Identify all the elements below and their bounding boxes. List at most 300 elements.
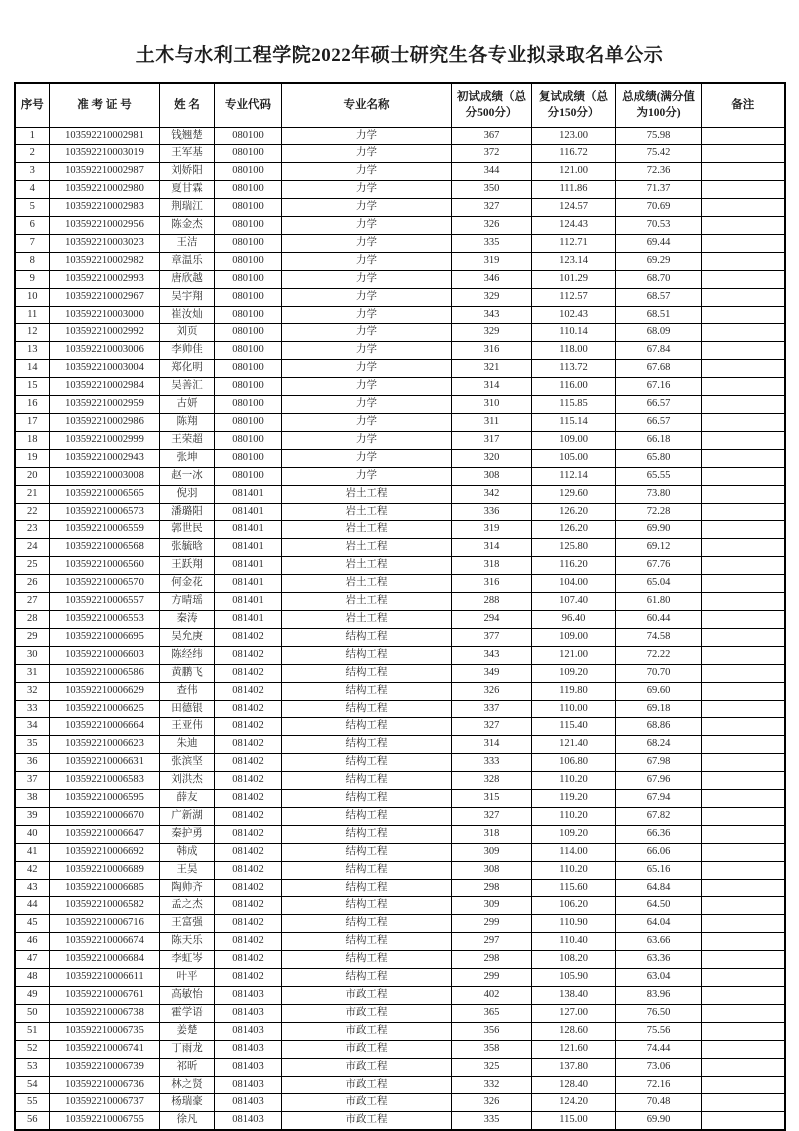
major-code-cell: 080100 (215, 145, 282, 163)
total-score-cell: 66.06 (616, 843, 702, 861)
serial-cell: 19 (15, 449, 50, 467)
major-name-cell: 岩土工程 (282, 593, 452, 611)
exam-id-cell: 103592210006647 (50, 825, 160, 843)
total-score-cell: 72.16 (616, 1076, 702, 1094)
name-cell: 杨瑞豪 (160, 1094, 215, 1112)
exam-id-cell: 103592210002983 (50, 199, 160, 217)
serial-cell: 32 (15, 682, 50, 700)
serial-cell: 49 (15, 987, 50, 1005)
retest-score-cell: 126.20 (532, 503, 616, 521)
table-row (15, 396, 785, 414)
major-name-cell: 岩土工程 (282, 610, 452, 628)
total-score-cell: 66.36 (616, 825, 702, 843)
total-score-cell: 63.36 (616, 951, 702, 969)
table-row (15, 969, 785, 987)
table-row (15, 127, 785, 145)
total-score-cell: 68.70 (616, 270, 702, 288)
exam-id-cell: 103592210006755 (50, 1112, 160, 1130)
name-cell: 古妍 (160, 396, 215, 414)
serial-cell: 28 (15, 610, 50, 628)
serial-cell: 13 (15, 342, 50, 360)
table-row (15, 252, 785, 270)
remark-cell (702, 378, 785, 396)
initial-score-cell: 309 (452, 897, 532, 915)
exam-id-cell: 103592210006692 (50, 843, 160, 861)
name-cell: 吴宇翔 (160, 288, 215, 306)
exam-id-cell: 103592210006664 (50, 718, 160, 736)
table-row (15, 342, 785, 360)
retest-score-cell: 138.40 (532, 987, 616, 1005)
table-row (15, 897, 785, 915)
name-cell: 陈经纬 (160, 646, 215, 664)
total-score-cell: 67.68 (616, 360, 702, 378)
major-code-cell: 080100 (215, 306, 282, 324)
exam-id-cell: 103592210006738 (50, 1004, 160, 1022)
total-score-cell: 75.42 (616, 145, 702, 163)
remark-cell (702, 414, 785, 432)
major-name-cell: 力学 (282, 306, 452, 324)
total-score-cell: 66.57 (616, 396, 702, 414)
total-score-cell: 73.06 (616, 1058, 702, 1076)
retest-score-cell: 110.20 (532, 772, 616, 790)
initial-score-cell: 327 (452, 807, 532, 825)
retest-score-cell: 110.90 (532, 915, 616, 933)
name-cell: 吴善汇 (160, 378, 215, 396)
retest-score-cell: 112.71 (532, 234, 616, 252)
initial-score-cell: 314 (452, 736, 532, 754)
exam-id-cell: 103592210006739 (50, 1058, 160, 1076)
table-row (15, 557, 785, 575)
initial-score-cell: 346 (452, 270, 532, 288)
serial-cell: 29 (15, 628, 50, 646)
major-code-cell: 080100 (215, 324, 282, 342)
initial-score-cell: 299 (452, 969, 532, 987)
admission-table (14, 82, 786, 1131)
serial-cell: 44 (15, 897, 50, 915)
name-cell: 方晴瑶 (160, 593, 215, 611)
serial-cell: 53 (15, 1058, 50, 1076)
serial-cell: 47 (15, 951, 50, 969)
name-cell: 陈金杰 (160, 217, 215, 235)
remark-cell (702, 807, 785, 825)
serial-cell: 5 (15, 199, 50, 217)
serial-cell: 12 (15, 324, 50, 342)
initial-score-cell: 319 (452, 252, 532, 270)
total-score-cell: 68.09 (616, 324, 702, 342)
exam-id-cell: 103592210006570 (50, 575, 160, 593)
major-name-cell: 市政工程 (282, 1022, 452, 1040)
table-row (15, 987, 785, 1005)
name-cell: 崔汝灿 (160, 306, 215, 324)
initial-score-cell: 308 (452, 861, 532, 879)
initial-score-cell: 294 (452, 610, 532, 628)
retest-score-cell: 118.00 (532, 342, 616, 360)
table-row (15, 682, 785, 700)
total-score-cell: 70.69 (616, 199, 702, 217)
retest-score-cell: 115.60 (532, 879, 616, 897)
serial-cell: 41 (15, 843, 50, 861)
exam-id-cell: 103592210006611 (50, 969, 160, 987)
initial-score-cell: 314 (452, 378, 532, 396)
retest-score-cell: 109.00 (532, 628, 616, 646)
exam-id-cell: 103592210006631 (50, 754, 160, 772)
serial-cell: 43 (15, 879, 50, 897)
exam-id-cell: 103592210006586 (50, 664, 160, 682)
total-score-cell: 73.80 (616, 485, 702, 503)
total-score-cell: 67.94 (616, 790, 702, 808)
major-code-cell: 081402 (215, 843, 282, 861)
table-row (15, 234, 785, 252)
initial-score-cell: 315 (452, 790, 532, 808)
remark-cell (702, 951, 785, 969)
major-code-cell: 081402 (215, 807, 282, 825)
table-row (15, 879, 785, 897)
name-cell: 刘洪杰 (160, 772, 215, 790)
total-score-cell: 68.24 (616, 736, 702, 754)
name-cell: 倪羽 (160, 485, 215, 503)
remark-cell (702, 145, 785, 163)
major-code-cell: 081402 (215, 736, 282, 754)
retest-score-cell: 107.40 (532, 593, 616, 611)
table-row (15, 378, 785, 396)
major-name-cell: 结构工程 (282, 790, 452, 808)
exam-id-cell: 103592210003019 (50, 145, 160, 163)
remark-cell (702, 252, 785, 270)
serial-cell: 24 (15, 539, 50, 557)
total-score-cell: 67.84 (616, 342, 702, 360)
major-code-cell: 080100 (215, 431, 282, 449)
total-score-cell: 67.82 (616, 807, 702, 825)
retest-score-cell: 111.86 (532, 181, 616, 199)
remark-cell (702, 360, 785, 378)
major-code-cell: 081403 (215, 987, 282, 1005)
column-header: 专业代码 (215, 83, 282, 127)
major-code-cell: 080100 (215, 342, 282, 360)
remark-cell (702, 503, 785, 521)
total-score-cell: 65.80 (616, 449, 702, 467)
name-cell: 广新湖 (160, 807, 215, 825)
major-name-cell: 结构工程 (282, 825, 452, 843)
exam-id-cell: 103592210006629 (50, 682, 160, 700)
name-cell: 黄鹏飞 (160, 664, 215, 682)
major-code-cell: 081403 (215, 1040, 282, 1058)
table-row (15, 485, 785, 503)
remark-cell (702, 199, 785, 217)
name-cell: 王洁 (160, 234, 215, 252)
exam-id-cell: 103592210006582 (50, 897, 160, 915)
name-cell: 何金花 (160, 575, 215, 593)
initial-score-cell: 335 (452, 234, 532, 252)
retest-score-cell: 123.00 (532, 127, 616, 145)
retest-score-cell: 121.00 (532, 163, 616, 181)
exam-id-cell: 103592210006736 (50, 1076, 160, 1094)
major-code-cell: 081402 (215, 879, 282, 897)
remark-cell (702, 270, 785, 288)
name-cell: 王昊 (160, 861, 215, 879)
total-score-cell: 70.53 (616, 217, 702, 235)
serial-cell: 25 (15, 557, 50, 575)
retest-score-cell: 115.85 (532, 396, 616, 414)
initial-score-cell: 317 (452, 431, 532, 449)
serial-cell: 15 (15, 378, 50, 396)
major-code-cell: 081401 (215, 503, 282, 521)
major-code-cell: 081403 (215, 1094, 282, 1112)
exam-id-cell: 103592210006595 (50, 790, 160, 808)
serial-cell: 56 (15, 1112, 50, 1130)
column-header: 初试成绩（总分500分） (452, 83, 532, 127)
initial-score-cell: 311 (452, 414, 532, 432)
exam-id-cell: 103592210006674 (50, 933, 160, 951)
major-name-cell: 结构工程 (282, 736, 452, 754)
initial-score-cell: 316 (452, 342, 532, 360)
retest-score-cell: 115.40 (532, 718, 616, 736)
serial-cell: 8 (15, 252, 50, 270)
retest-score-cell: 105.90 (532, 969, 616, 987)
initial-score-cell: 298 (452, 879, 532, 897)
exam-id-cell: 103592210006695 (50, 628, 160, 646)
retest-score-cell: 110.20 (532, 861, 616, 879)
name-cell: 叶平 (160, 969, 215, 987)
name-cell: 高敏怡 (160, 987, 215, 1005)
major-name-cell: 结构工程 (282, 772, 452, 790)
major-name-cell: 市政工程 (282, 1004, 452, 1022)
table-row (15, 270, 785, 288)
serial-cell: 40 (15, 825, 50, 843)
table-row (15, 628, 785, 646)
exam-id-cell: 103592210006603 (50, 646, 160, 664)
serial-cell: 27 (15, 593, 50, 611)
major-code-cell: 080100 (215, 181, 282, 199)
exam-id-cell: 103592210002967 (50, 288, 160, 306)
serial-cell: 54 (15, 1076, 50, 1094)
name-cell: 姜楚 (160, 1022, 215, 1040)
major-name-cell: 结构工程 (282, 682, 452, 700)
total-score-cell: 61.80 (616, 593, 702, 611)
major-code-cell: 081402 (215, 646, 282, 664)
table-header-row (15, 83, 785, 127)
initial-score-cell: 308 (452, 467, 532, 485)
serial-cell: 34 (15, 718, 50, 736)
serial-cell: 20 (15, 467, 50, 485)
major-name-cell: 力学 (282, 234, 452, 252)
name-cell: 祁昕 (160, 1058, 215, 1076)
major-code-cell: 081401 (215, 593, 282, 611)
retest-score-cell: 121.60 (532, 1040, 616, 1058)
total-score-cell: 64.04 (616, 915, 702, 933)
table-row (15, 467, 785, 485)
retest-score-cell: 109.20 (532, 664, 616, 682)
exam-id-cell: 103592210006737 (50, 1094, 160, 1112)
name-cell: 霍学语 (160, 1004, 215, 1022)
remark-cell (702, 485, 785, 503)
column-header: 总成绩(满分值为100分) (616, 83, 702, 127)
major-name-cell: 力学 (282, 163, 452, 181)
initial-score-cell: 350 (452, 181, 532, 199)
remark-cell (702, 521, 785, 539)
major-code-cell: 080100 (215, 252, 282, 270)
serial-cell: 9 (15, 270, 50, 288)
major-code-cell: 080100 (215, 360, 282, 378)
retest-score-cell: 110.20 (532, 807, 616, 825)
major-name-cell: 力学 (282, 449, 452, 467)
remark-cell (702, 736, 785, 754)
major-name-cell: 结构工程 (282, 843, 452, 861)
remark-cell (702, 646, 785, 664)
table-row (15, 1022, 785, 1040)
initial-score-cell: 318 (452, 825, 532, 843)
name-cell: 夏甘霖 (160, 181, 215, 199)
remark-cell (702, 1040, 785, 1058)
major-name-cell: 市政工程 (282, 1058, 452, 1076)
major-code-cell: 080100 (215, 270, 282, 288)
exam-id-cell: 103592210002984 (50, 378, 160, 396)
major-code-cell: 081401 (215, 485, 282, 503)
total-score-cell: 70.70 (616, 664, 702, 682)
total-score-cell: 69.90 (616, 1112, 702, 1130)
initial-score-cell: 310 (452, 396, 532, 414)
major-code-cell: 081402 (215, 825, 282, 843)
serial-cell: 50 (15, 1004, 50, 1022)
exam-id-cell: 103592210002987 (50, 163, 160, 181)
name-cell: 王富强 (160, 915, 215, 933)
total-score-cell: 64.84 (616, 879, 702, 897)
remark-cell (702, 1094, 785, 1112)
total-score-cell: 69.29 (616, 252, 702, 270)
table-row (15, 951, 785, 969)
retest-score-cell: 110.00 (532, 700, 616, 718)
initial-score-cell: 326 (452, 682, 532, 700)
remark-cell (702, 682, 785, 700)
initial-score-cell: 365 (452, 1004, 532, 1022)
initial-score-cell: 288 (452, 593, 532, 611)
initial-score-cell: 337 (452, 700, 532, 718)
table-row (15, 199, 785, 217)
table-row (15, 933, 785, 951)
table-row (15, 324, 785, 342)
major-name-cell: 市政工程 (282, 1040, 452, 1058)
remark-cell (702, 700, 785, 718)
major-code-cell: 080100 (215, 467, 282, 485)
major-code-cell: 081403 (215, 1058, 282, 1076)
initial-score-cell: 329 (452, 324, 532, 342)
table-row (15, 1112, 785, 1130)
major-name-cell: 力学 (282, 127, 452, 145)
exam-id-cell: 103592210006761 (50, 987, 160, 1005)
total-score-cell: 75.98 (616, 127, 702, 145)
major-name-cell: 力学 (282, 252, 452, 270)
serial-cell: 3 (15, 163, 50, 181)
total-score-cell: 66.18 (616, 431, 702, 449)
exam-id-cell: 103592210006560 (50, 557, 160, 575)
major-name-cell: 结构工程 (282, 879, 452, 897)
exam-id-cell: 103592210006559 (50, 521, 160, 539)
exam-id-cell: 103592210002993 (50, 270, 160, 288)
major-code-cell: 081401 (215, 575, 282, 593)
initial-score-cell: 377 (452, 628, 532, 646)
major-name-cell: 结构工程 (282, 700, 452, 718)
serial-cell: 36 (15, 754, 50, 772)
name-cell: 荆瑞江 (160, 199, 215, 217)
retest-score-cell: 112.57 (532, 288, 616, 306)
exam-id-cell: 103592210002981 (50, 127, 160, 145)
retest-score-cell: 110.40 (532, 933, 616, 951)
initial-score-cell: 333 (452, 754, 532, 772)
major-name-cell: 力学 (282, 288, 452, 306)
exam-id-cell: 103592210006557 (50, 593, 160, 611)
name-cell: 丁雨龙 (160, 1040, 215, 1058)
table-row (15, 861, 785, 879)
major-code-cell: 081403 (215, 1076, 282, 1094)
major-name-cell: 岩土工程 (282, 575, 452, 593)
name-cell: 唐欣越 (160, 270, 215, 288)
initial-score-cell: 326 (452, 1094, 532, 1112)
table-row (15, 575, 785, 593)
major-code-cell: 080100 (215, 396, 282, 414)
retest-score-cell: 105.00 (532, 449, 616, 467)
column-header: 姓 名 (160, 83, 215, 127)
exam-id-cell: 103592210003023 (50, 234, 160, 252)
exam-id-cell: 103592210002980 (50, 181, 160, 199)
remark-cell (702, 915, 785, 933)
exam-id-cell: 103592210006689 (50, 861, 160, 879)
major-name-cell: 结构工程 (282, 969, 452, 987)
exam-id-cell: 103592210002999 (50, 431, 160, 449)
remark-cell (702, 539, 785, 557)
exam-id-cell: 103592210006716 (50, 915, 160, 933)
major-name-cell: 市政工程 (282, 1076, 452, 1094)
name-cell: 朱迪 (160, 736, 215, 754)
major-code-cell: 080100 (215, 378, 282, 396)
major-name-cell: 岩土工程 (282, 503, 452, 521)
total-score-cell: 67.96 (616, 772, 702, 790)
serial-cell: 31 (15, 664, 50, 682)
total-score-cell: 76.50 (616, 1004, 702, 1022)
major-name-cell: 结构工程 (282, 807, 452, 825)
remark-cell (702, 234, 785, 252)
major-code-cell: 081402 (215, 664, 282, 682)
initial-score-cell: 349 (452, 664, 532, 682)
exam-id-cell: 103592210002986 (50, 414, 160, 432)
table-row (15, 1076, 785, 1094)
total-score-cell: 67.76 (616, 557, 702, 575)
initial-score-cell: 314 (452, 539, 532, 557)
remark-cell (702, 879, 785, 897)
initial-score-cell: 332 (452, 1076, 532, 1094)
page-title: 土木与水利工程学院2022年硕士研究生各专业拟录取名单公示 (135, 45, 664, 66)
major-name-cell: 岩土工程 (282, 521, 452, 539)
major-code-cell: 081402 (215, 754, 282, 772)
remark-cell (702, 754, 785, 772)
exam-id-cell: 103592210006565 (50, 485, 160, 503)
name-cell: 刘页 (160, 324, 215, 342)
remark-cell (702, 396, 785, 414)
column-header: 备注 (702, 83, 785, 127)
total-score-cell: 71.37 (616, 181, 702, 199)
serial-cell: 11 (15, 306, 50, 324)
remark-cell (702, 843, 785, 861)
remark-cell (702, 163, 785, 181)
table-row (15, 790, 785, 808)
table-row (15, 360, 785, 378)
table-row (15, 664, 785, 682)
major-code-cell: 081403 (215, 1022, 282, 1040)
name-cell: 林之贤 (160, 1076, 215, 1094)
column-header: 序号 (15, 83, 50, 127)
exam-id-cell: 103592210003008 (50, 467, 160, 485)
retest-score-cell: 119.20 (532, 790, 616, 808)
exam-id-cell: 103592210002943 (50, 449, 160, 467)
major-name-cell: 力学 (282, 324, 452, 342)
